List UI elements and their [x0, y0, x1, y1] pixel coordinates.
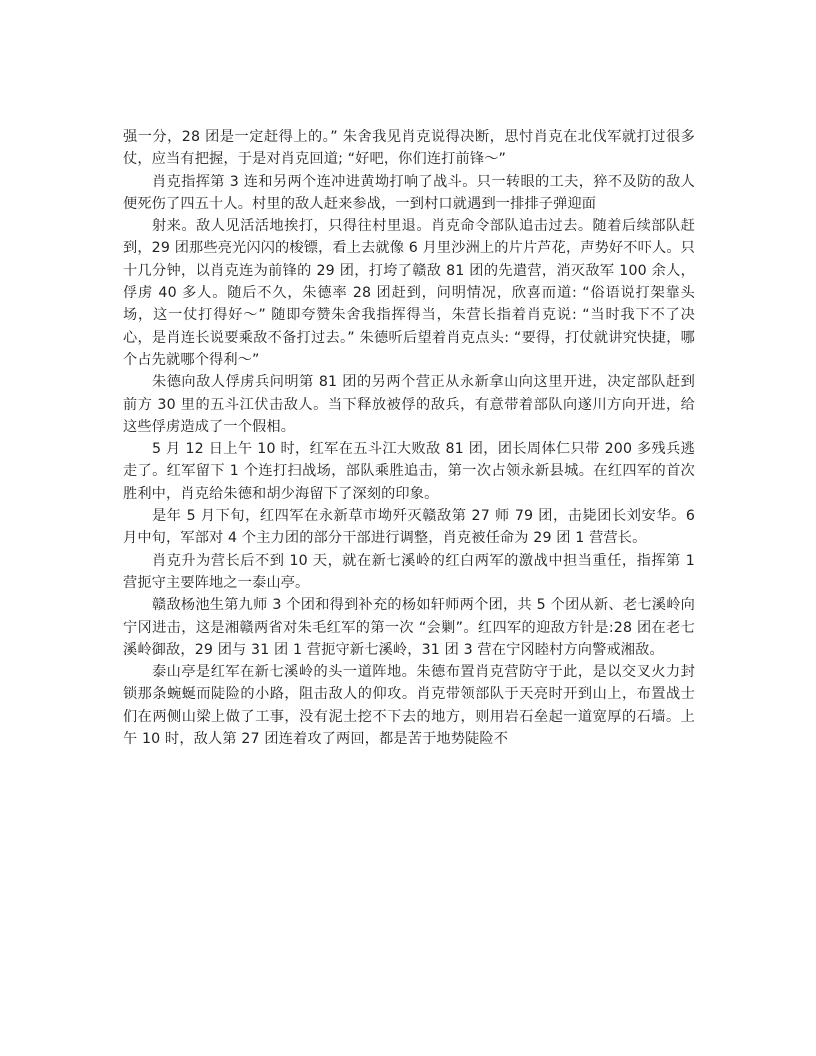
paragraph: 强一分，28 团是一定赶得上的。” 朱舍我见肖克说得决断，思忖肖克在北伐军就打过很多仗，应当有把握，于是对肖克回道; “好吧，你们连打前锋～”	[123, 129, 695, 168]
paragraph: 肖克升为营长后不到 10 天，就在新七溪岭的红白两军的激战中担当重任，指挥第 1 营扼守主要阵地之一泰山亭。	[123, 552, 695, 591]
paragraph: 泰山亭是红军在新七溪岭的头一道阵地。朱德布置肖克营防守于此，是以交叉火力封锁那条蜿蜒而陡险的小路，阻击敌人的仰攻。肖克带领部队于天亮时开到山上，布置战士们在两侧山梁上做了工事，没有泥土挖不下去的地方，则用岩石垒起一道宽厚的石墙。上午 10 时，敌人第 27 团连着攻了两回，都是苦于地势陡险不	[123, 664, 695, 748]
paragraph: 射来。敌人见活活地挨打，只得往村里退。肖克命令部队追击过去。随着后续部队赶到，29 团那些亮光闪闪的梭镖，看上去就像 6 月里沙洲上的片片芦花，声势好不吓人。只十几分钟，以肖克连为前锋的 29 团，打垮了赣敌 81 团的先遣营，消灭敌军 100 余人，俘虏 40 多人。随后不久，朱德率 28 团赶到，问明情况，欣喜而道: “俗语说打架靠头场，这一仗打得好～” 随即夸赞朱舍我指挥得当，朱营长指着肖克说: “当时我下不了决心，是肖连长说要乘敌不备打过去。” 朱德听后望着肖克点头: “要得，打仗就讲究快捷，哪个占先就哪个得利～”	[123, 218, 695, 368]
paragraph: 赣敌杨池生第九师 3 个团和得到补充的杨如轩师两个团，共 5 个团从新、老七溪岭向宁冈进击，这是湘赣两省对朱毛红军的第一次 “会剿”。红四军的迎敌方针是:28 团在老七溪岭御敌，29 团与 31 团 1 营扼守新七溪岭，31 团 3 营在宁冈睦村方向警戒湘敌。	[123, 597, 695, 658]
body-text	[123, 126, 695, 750]
paragraph: 是年 5 月下旬，红四军在永新草市坳歼灭赣敌第 27 师 79 团，击毙团长刘安华。6 月中旬，军部对 4 个主力团的部分干部进行调整，肖克被任命为 29 团 1 营营长。	[123, 508, 695, 547]
paragraph: 朱德向敌人俘虏兵问明第 81 团的另两个营正从永新拿山向这里开进，决定部队赶到前方 30 里的五斗江伏击敌人。当下释放被俘的敌兵，有意带着部队向遂川方向开进，给这些俘虏造成了一个假相。	[123, 374, 695, 435]
paragraph: 肖克指挥第 3 连和另两个连冲进黄坳打响了战斗。只一转眼的工夫，猝不及防的敌人便死伤了四五十人。村里的敌人赶来参战，一到村口就遇到一排排子弹迎面	[123, 173, 695, 212]
paragraph: 5 月 12 日上午 10 时，红军在五斗江大败敌 81 团，团长周体仁只带 200 多残兵逃走了。红军留下 1 个连打扫战场，部队乘胜追击，第一次占领永新县城。在红四军的首次胜利中，肖克给朱德和胡少海留下了深刻的印象。	[123, 441, 695, 502]
